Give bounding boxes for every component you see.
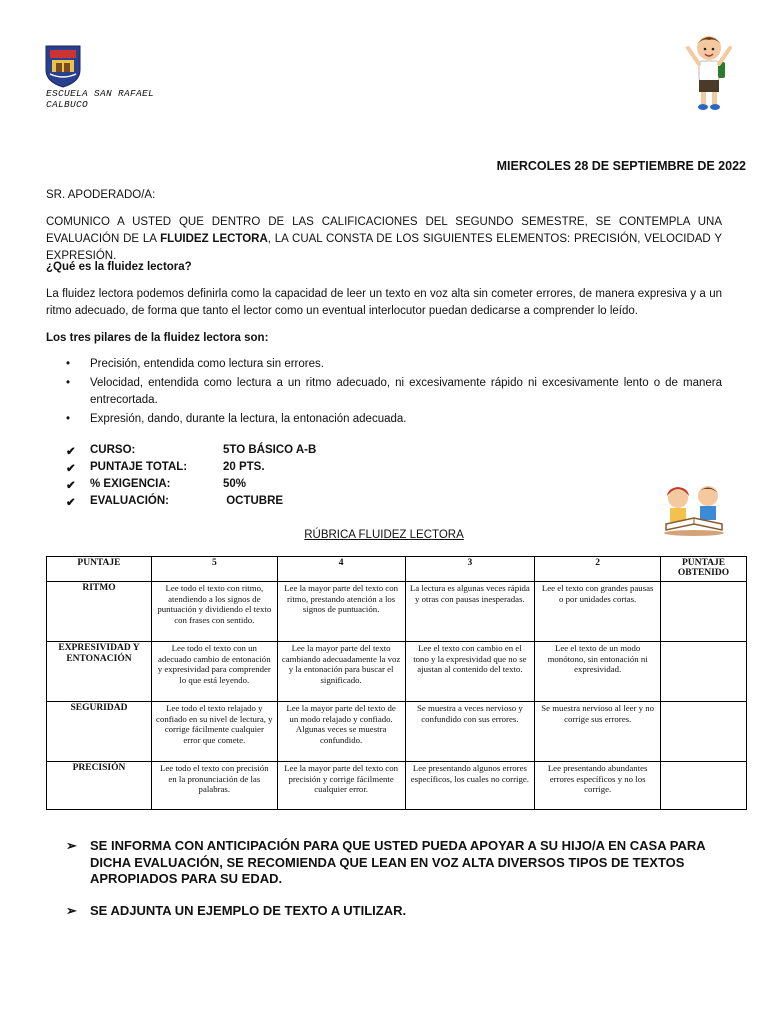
closing-note-1 [66, 838, 746, 890]
score-cell [661, 582, 747, 642]
table-cell: Lee todo el texto con un adecuado cambio de entonación y expresividad para comprender lo que está leyendo. [151, 642, 277, 702]
table-cell: Se muestra nervioso al leer y no corrige sus errores. [535, 702, 661, 762]
score-cell [661, 702, 747, 762]
table-cell: Lee todo el texto con precisión en la pronunciación de las palabras. [151, 762, 277, 810]
info-row-course [66, 444, 366, 461]
table-cell: Lee el texto con grandes pausas o por unidades cortas. [535, 582, 661, 642]
table-cell: La lectura es algunas veces rápida y otras con pausas inesperadas. [405, 582, 535, 642]
table-header-row [47, 557, 747, 582]
row-criterion: SEGURIDAD [47, 702, 152, 762]
table-cell: Lee la mayor parte del texto con precisión y corrige fácilmente cualquier error. [277, 762, 405, 810]
column-header: 4 [277, 557, 405, 582]
student-illustration [682, 30, 736, 114]
table-row [47, 762, 747, 810]
list-item: • Expresión, dando, durante la lectura, la entonación adecuada. [46, 411, 722, 428]
column-header: PUNTAJE [47, 557, 152, 582]
info-value: 5TO BÁSICO A-B [223, 444, 317, 456]
score-cell [661, 642, 747, 702]
school-name: ESCUELA SAN RAFAEL CALBUCO [46, 88, 155, 110]
closing-text: SE ADJUNTA UN EJEMPLO DE TEXTO A UTILIZAR. [90, 903, 407, 918]
table-row [47, 702, 747, 762]
checkmark-icon: ✔ [66, 480, 76, 492]
info-label: % EXIGENCIA: [90, 478, 171, 490]
info-label: EVALUACIÓN: [90, 495, 170, 507]
intro-text-bold: FLUIDEZ LECTORA [160, 233, 268, 245]
intro-paragraph [46, 214, 722, 265]
info-value: OCTUBRE [223, 495, 284, 507]
table-cell: Lee presentando abundantes errores específicos y no los corrige. [535, 762, 661, 810]
letter-date: MIERCOLES 28 DE SEPTIEMBRE DE 2022 [496, 159, 746, 173]
table-cell: Lee la mayor parte del texto con ritmo, prestando atención a los signos de puntuación. [277, 582, 405, 642]
list-item: • Velocidad, entendida como lectura a un ritmo adecuado, ni excesivamente rápido ni excesivamente lento o de manera entrecortada. [46, 375, 722, 409]
arrow-bullet-icon: ➢ [66, 903, 77, 918]
row-criterion: EXPRESIVIDAD Y ENTONACIÓN [47, 642, 152, 702]
pillars-list [46, 356, 722, 430]
checkmark-icon: ✔ [66, 497, 76, 509]
column-header: 3 [405, 557, 535, 582]
closing-note-2 [66, 903, 746, 923]
info-value: 20 PTS. [223, 461, 265, 473]
table-cell: Lee la mayor parte del texto cambiando adecuadamente la voz y la entonación para buscar el significado. [277, 642, 405, 702]
table-cell: Lee presentando algunos errores específicos, los cuales no corrige. [405, 762, 535, 810]
table-cell: Lee todo el texto relajado y confiado en su nivel de lectura, y corrige fácilmente cualquier error que comete. [151, 702, 277, 762]
definition-paragraph: La fluidez lectora podemos definirla como la capacidad de leer un texto en voz alta sin cometer errores, de manera expresiva y a un ritmo adecuado, de forma que tanto el lector como un eventual interlocutor puedan dedicarse a comprender lo leído. [46, 288, 722, 317]
arrow-bullet-icon: ➢ [66, 838, 77, 853]
table-cell: Lee todo el texto con ritmo, atendiendo a los signos de puntuación y dividiendo el texto con frases con sentido. [151, 582, 277, 642]
table-row [47, 582, 747, 642]
info-value: 50% [223, 478, 247, 490]
salutation: SR. APODERADO/A: [46, 189, 156, 201]
table-cell: Lee el texto de un modo monótono, sin entonación ni expresividad. [535, 642, 661, 702]
table-cell: Lee la mayor parte del texto de un modo relajado y confiado. Algunas veces se muestra confundido. [277, 702, 405, 762]
list-item: • Precisión, entendida como lectura sin errores. [46, 356, 722, 373]
school-crest-logo [44, 44, 82, 88]
closing-text: SE INFORMA CON ANTICIPACIÓN PARA QUE USTED PUEDA APOYAR A SU HIJO/A EN CASA PARA DICHA EVALUACIÓN, SE RECOMIENDA QUE LEAN EN VOZ ALTA DIVERSOS TIPOS DE TEXTOS APROPIADOS PARA SU EDAD. [90, 838, 706, 886]
column-header: 5 [151, 557, 277, 582]
table-cell: Se muestra a veces nervioso y confundido con sus errores. [405, 702, 535, 762]
rubric-title: RÚBRICA FLUIDEZ LECTORA [304, 529, 464, 541]
question-heading: ¿Qué es la fluidez lectora? [46, 261, 192, 273]
column-header: 2 [535, 557, 661, 582]
info-label: PUNTAJE TOTAL: [90, 461, 188, 473]
info-label: CURSO: [90, 444, 136, 456]
column-header: PUNTAJE OBTENIDO [661, 557, 747, 582]
row-criterion: RITMO [47, 582, 152, 642]
row-criterion: PRECISIÓN [47, 762, 152, 810]
table-cell: Lee el texto con cambio en el tono y la expresividad que no se ajustan al contenido del texto. [405, 642, 535, 702]
info-row-evaluation [66, 495, 366, 512]
info-row-total [66, 461, 366, 478]
rubric-table [46, 556, 747, 810]
checkmark-icon: ✔ [66, 463, 76, 475]
score-cell [661, 762, 747, 810]
checkmark-icon: ✔ [66, 446, 76, 458]
intro-text-end: , LA CUAL CONSTA DE LOS SIGUIENTES ELEMENTOS: PRECISIÓN, VELOCIDAD Y EXPRESIÓN. [46, 233, 722, 262]
info-row-requirement [66, 478, 366, 495]
intro-text-start: COMUNICO A USTED QUE DENTRO DE LAS CALIFICACIONES DEL SEGUNDO SEMESTRE, SE CONTEMPLA UNA EVALUACIÓN DE LA [46, 216, 722, 245]
evaluation-info [66, 444, 366, 512]
pillars-heading: Los tres pilares de la fluidez lectora son: [46, 332, 269, 344]
table-row [47, 642, 747, 702]
